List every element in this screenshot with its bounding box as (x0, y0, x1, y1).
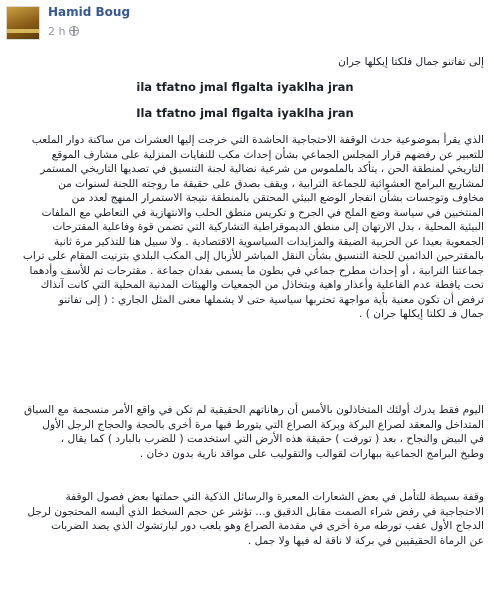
post-header (0, 0, 494, 52)
post-intro: إلى تفاتنو جمال فلكتا إيكلها جران (338, 56, 484, 68)
post-transliteration-2: Ila tfatno jmal flgalta iyaklha jran (136, 106, 354, 120)
post-paragraph-3: وقفة بسيطة للتأمل في بعض الشعارات المعبرة والرسائل الذكية التي حملتها بعض فصول الوقفة الاحتجاجية في رفض شراء الصمت مقابل الدقيق و... تؤشر عن حجم السخط الذي ألبسه المحتجون لرجل الدجاج الأول عقب تورطه مرة أخرى في مقدمة الصراع وهو يلعب دور لبارتشوك الذي يصد الضربات عن الرماة الحقيقيين في بركة لا ناقة له فيها ولا جمل . (27, 491, 484, 547)
author-name[interactable]: Hamid Boug (48, 5, 131, 19)
post-body (6, 55, 484, 547)
post-paragraph-1: الذي يقرأ بموضوعية حدث الوقفة الاحتجاجية الحاشدة التي خرجت إليها العشرات من ساكنة دوار الملعب للتعبير عن رفضهم قرار المجلس الجماعي بشأن إحداث مكب للنفايات المنزلية على مشارف الموقع التاريخي لمنطقة الحن ، يتأكد بالملموس من شرعية نضالية لجنة التنسيق في تصديها التاريخي المستمر لمشاريع البرامج العشوائية للجماعة الترابية ، ويقف بصدق على حقيقة ما روجته اللجنة لسنوات من مخاوف وتوجسات بشأن انفجار الوضع البيئي المحتقن بالمنطقة نتيجة الاستمرار المنهج لعدد من المنتخبين في سياسة وضع الملح في الجرح و تكريس منطق الحلب والانتهازية في التعاطي مع الملفات البيئية المحلية ، بدل الارتهان إلى منطق الديموقراطية التشاركية التي تضمن قوة وفاعلية المقترحات الجمعوية بعيدا عن الحزبية الضيقة والمزايدات السياسوية الاقتصادية . ولا سبيل هنا للتذكير مرة ثانية بالمقترحين الدائمين للجنة التنسيق بشأن النقل المباشر للأزبال إلى المكب البلدي بتزنيت المقام على تراب جماعتنا الترابية ، أو إحداث مطرح جماعي في بطون ما يسمى بفدان جماعة . مقترحات تم للأسف وأدهما تحت يافطة عدم الفاعلية وأعذار واهية وبتخاذل من الجمعيات والهيئات المدنية المحلية التي كانت آنذاك ترفض أن تكون معنية بأية مواجهة تحتربها سياسية حتى لا يشملها معنى المثل الجاري : ( إلى تفاتنو جمال فـ لكلتا إيكلها جران ) . (22, 134, 484, 320)
post-time[interactable]: 2 h (48, 25, 66, 38)
globe-icon (69, 26, 79, 36)
post-paragraph-2: اليوم فقط يدرك أولئك المتخاذلون بالأمس أن رهاناتهم الحقيقية لم تكن في واقع الأمر منسجمة مع السياق المتداخل والمعقد لصراع البركة وبركة الصراع التي يتورط فيها مرة أخرى بالحجة والحجاج الرجل الأول في البيض والنجاح ، بعد ( تورفت ) حقيقة هذه الأرض التي استخدمت ( للضرب بالبارد ) كما يقال ، وطبخ البرامج الجماعية ببهارات لقوالب والتقوليب على مواقد نارية بدون دخان . (23, 404, 484, 460)
post-meta (48, 25, 79, 38)
avatar-art (7, 29, 40, 33)
post-transliteration-1: ila tfatno jmal flgalta iyaklha jran (136, 80, 354, 94)
author-avatar[interactable] (6, 6, 40, 40)
